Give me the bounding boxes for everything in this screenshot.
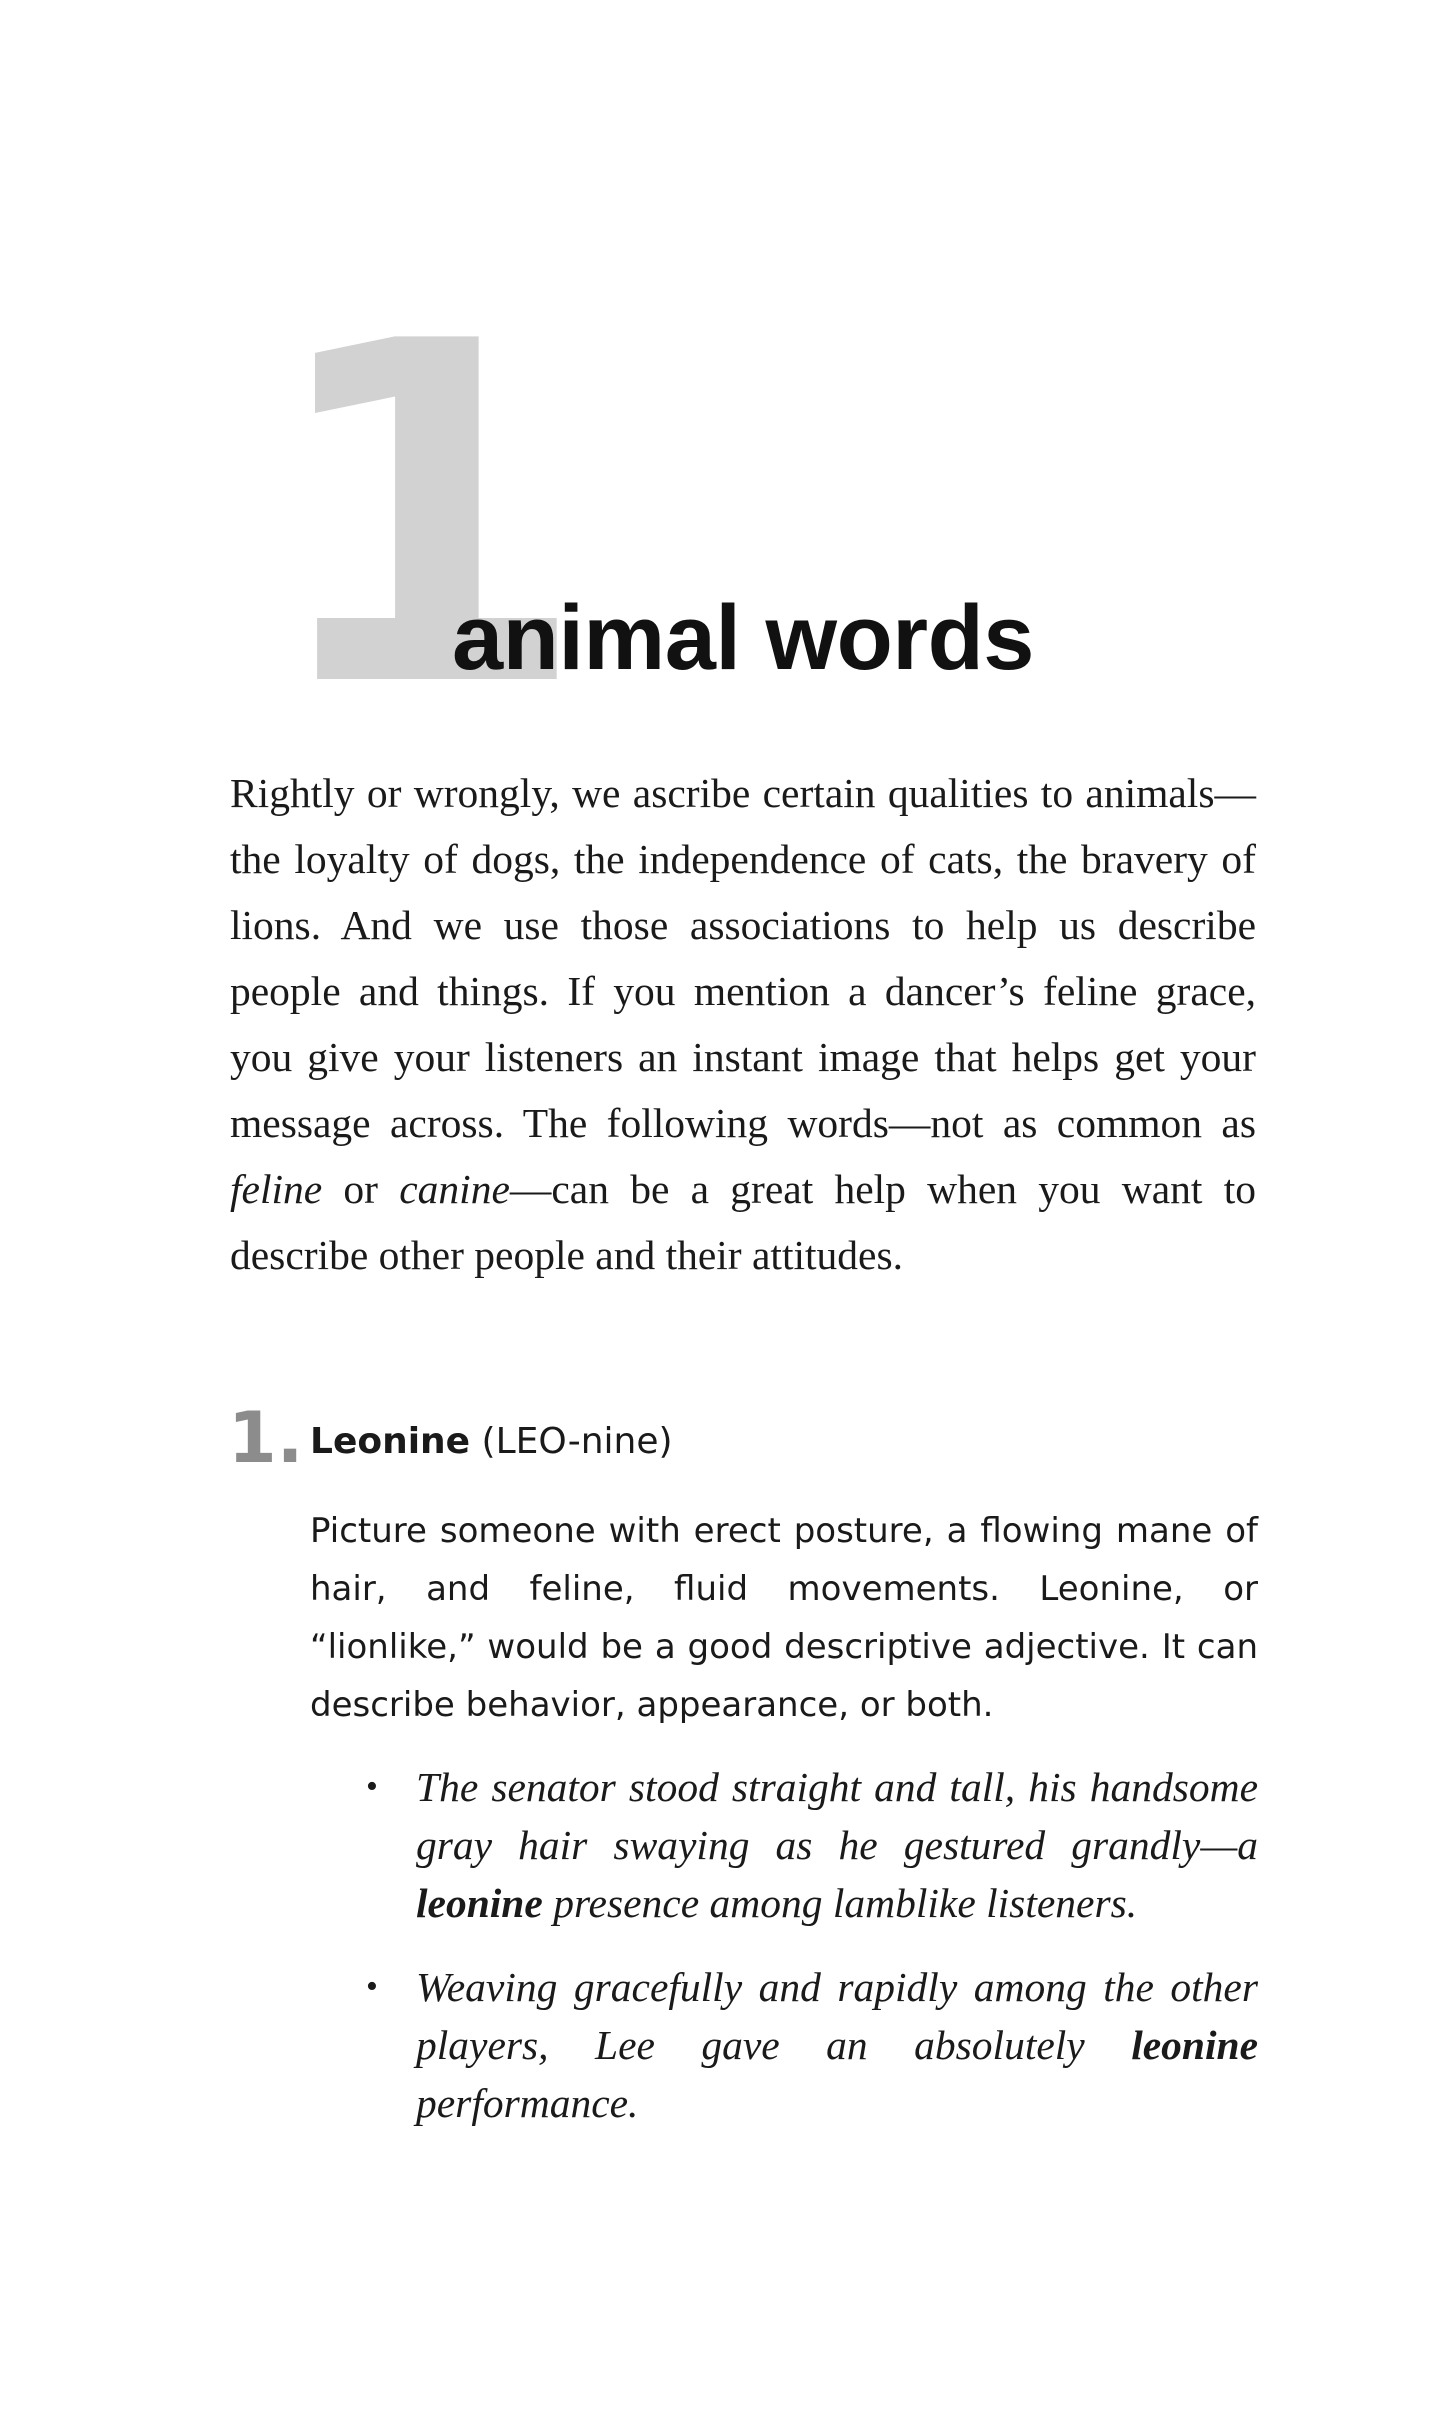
- example-item: [354, 1758, 1258, 1932]
- entry-heading: [228, 1398, 1258, 1478]
- intro-emphasis-canine: canine: [399, 1166, 510, 1212]
- example-text-before: Weaving gracefully and rapidly among the other players, Lee gave an absolutely: [416, 1964, 1258, 2068]
- example-text-after: presence among lamblike listeners.: [542, 1880, 1138, 1926]
- example-text-after: performance.: [416, 2080, 639, 2126]
- example-keyword: leonine: [1131, 2022, 1258, 2068]
- example-text-before: The senator stood straight and tall, his handsome gray hair swaying as he gestured grandly—a: [416, 1764, 1258, 1868]
- intro-paragraph: [230, 760, 1256, 1288]
- entry-definition: Picture someone with erect posture, a flowing mane of hair, and feline, fluid movements. Leonine, or “lionlike,” would be a good descriptive adjective. It can describe behavior, appearance, or both.: [310, 1511, 1258, 1725]
- entry-number: 1.: [228, 1397, 304, 1479]
- intro-text-part1: Rightly or wrongly, we ascribe certain qualities to animals—the loyalty of dogs, the independence of cats, the bravery of lions. And we use those associations to help us describe people and things. If you mention a dancer’s feline grace, you give your listeners an instant image that helps get your message across. The following words—not as common as: [230, 770, 1256, 1146]
- example-item: [354, 1958, 1258, 2132]
- example-list: [354, 1758, 1258, 2158]
- entry-term: Leonine: [310, 1421, 471, 1462]
- intro-text-part2: or: [322, 1166, 400, 1212]
- bullet-icon: •: [366, 1968, 378, 2005]
- entry-pronunciation: (LEO-nine): [470, 1421, 673, 1462]
- chapter-number: 1: [262, 243, 580, 790]
- bullet-icon: •: [366, 1768, 378, 1805]
- intro-text-part3: —can be a great help when you want to describe other people and their attitudes.: [230, 1166, 1256, 1278]
- example-keyword: leonine: [416, 1880, 543, 1926]
- entry-headword: [310, 1418, 673, 1466]
- chapter-title: animal words: [452, 587, 1034, 689]
- intro-emphasis-feline: feline: [230, 1166, 323, 1212]
